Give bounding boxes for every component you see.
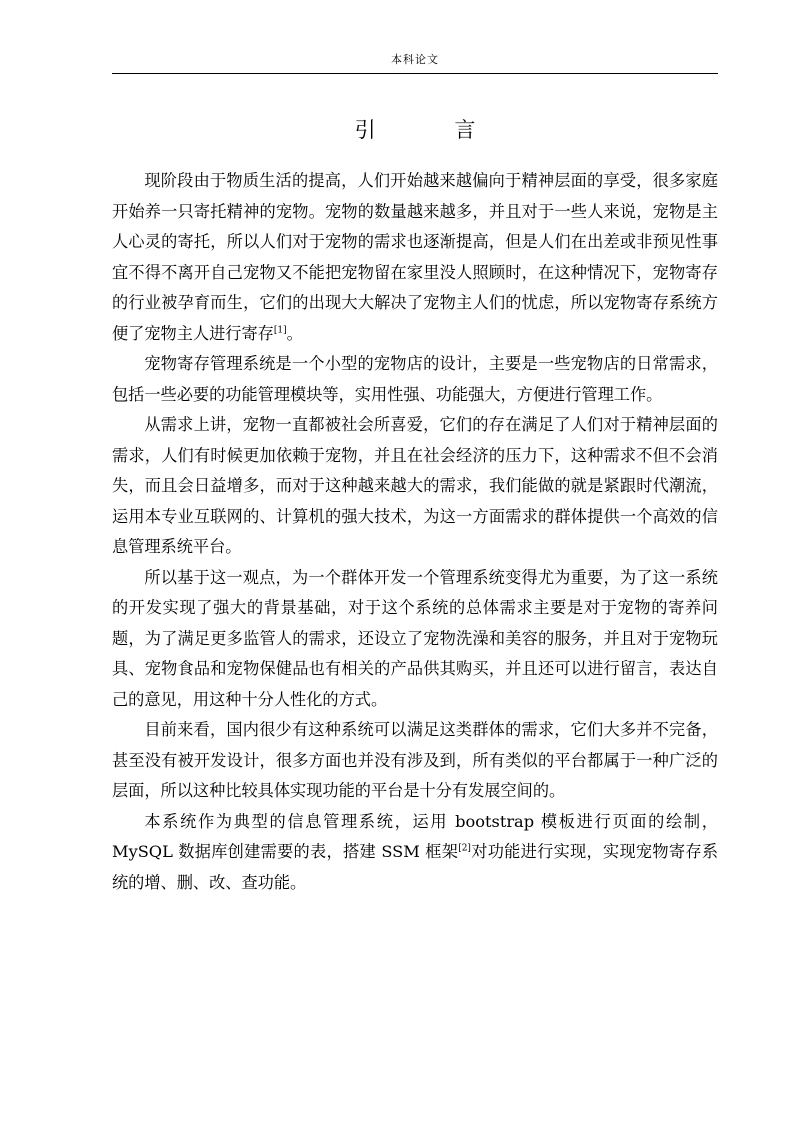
citation-1: [1] — [273, 325, 287, 336]
paragraph-6 — [112, 807, 718, 899]
running-header: 本科论文 — [391, 53, 439, 66]
paragraph-1-end: 。 — [286, 323, 303, 343]
citation-2: [2] — [458, 843, 471, 854]
paragraph-6-end: 对功能进行实现，实现宠物寄存系统的增、删、改、查功能。 — [112, 842, 719, 892]
paragraph-1-text: 现阶段由于物质生活的提高，人们开始越来越偏向于精神层面的享受，很多家庭开始养一只寄托精神的宠物。宠物的数量越来越多，并且对于一些人来说，宠物是主人心灵的寄托，所以人们对于宠物的需求也逐渐提高，但是人们在出差或非预见性事宜不得不离开自己宠物又不能把宠物留在家里没人照顾时，在这种情况下，宠物寄存的行业被孕育而生，它们的出现大大解决了宠物主人们的忧虑，所以宠物寄存系统方便了宠物主人进行寄存 — [112, 171, 718, 343]
paragraph-3: 从需求上讲，宠物一直都被社会所喜爱，它们的存在满足了人们对于精神层面的需求，人们有时候更加依赖于宠物，并且在社会经济的压力下，这种需求不但不会消失，而且会日益增多，而对于这种越来越大的需求，我们能做的就是紧跟时代潮流，运用本专业互联网的、计算机的强大技术，为这一方面需求的群体提供一个高效的信息管理系统平台。 — [112, 415, 718, 556]
body-text — [112, 166, 718, 898]
paragraph-6-text: 本系统作为典型的信息管理系统，运用 bootstrap 模板进行页面的绘制，MySQL 数据库创建需要的表，搭建 SSM 框架 — [112, 811, 718, 861]
paragraph-1 — [112, 166, 718, 349]
header-rule — [112, 73, 718, 74]
paragraph-4: 所以基于这一观点，为一个群体开发一个管理系统变得尤为重要，为了这一系统的开发实现了强大的背景基础，对于这个系统的总体需求主要是对于宠物的寄养问题，为了满足更多监管人的需求，还设立了宠物洗澡和美容的服务，并且对于宠物玩具、宠物食品和宠物保健品也有相关的产品供其购买，并且还可以进行留言，表达自己的意见，用这种十分人性化的方式。 — [112, 567, 718, 709]
paragraph-5: 目前来看，国内很少有这种系统可以满足这类群体的需求，它们大多并不完备，甚至没有被开发设计，很多方面也并没有涉及到，所有类似的平台都属于一种广泛的层面，所以这种比较具体实现功能的平台是十分有发展空间的。 — [112, 720, 718, 800]
paragraph-2: 宠物寄存管理系统是一个小型的宠物店的设计，主要是一些宠物店的日常需求，包括一些必要的功能管理模块等，实用性强、功能强大，方便进行管理工作。 — [112, 354, 718, 404]
section-title: 引 言 — [354, 118, 512, 142]
